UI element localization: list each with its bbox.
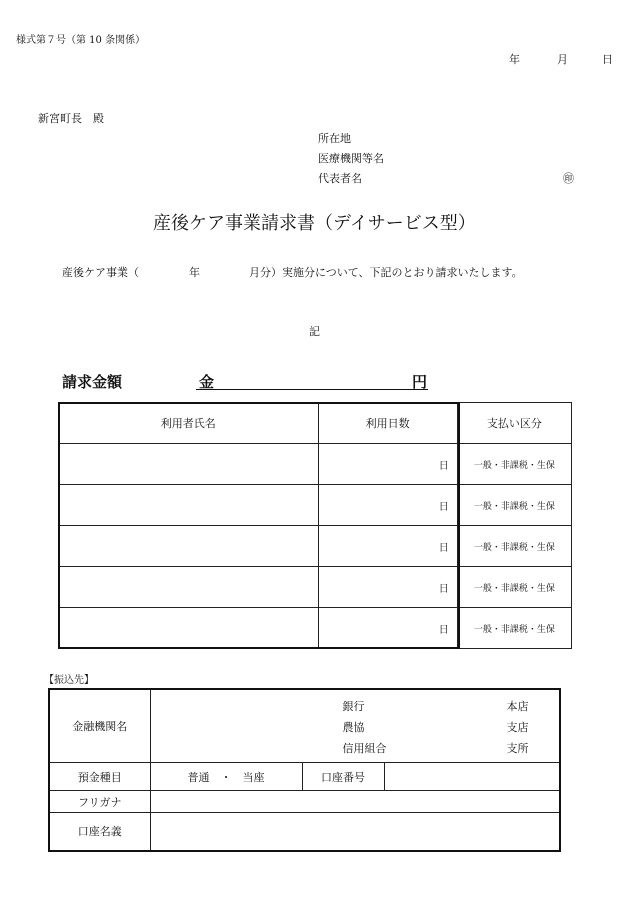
furigana-row — [49, 791, 560, 813]
account-number-cell[interactable] — [384, 763, 560, 791]
header-user-name: 利用者氏名 — [59, 403, 319, 444]
date-day: 日 — [602, 53, 613, 66]
document-title: 産後ケア事業請求書（デイサービス型） — [153, 213, 476, 234]
branch-type-office: 支所 — [506, 742, 529, 755]
payment-category-cell[interactable]: 一般・非課税・生保 — [457, 485, 571, 526]
ki-mark: 記 — [309, 325, 320, 338]
usage-days-cell[interactable]: 日 — [318, 444, 457, 485]
user-name-cell[interactable] — [59, 567, 319, 608]
amount-kin: 金 — [199, 373, 215, 391]
seal-mark: ㊞ — [563, 172, 574, 185]
deposit-type-label: 預金種目 — [49, 763, 150, 791]
statement-prefix: 産後ケア事業（ — [62, 266, 139, 279]
payment-category-cell[interactable]: 一般・非課税・生保 — [457, 526, 571, 567]
account-holder-cell[interactable] — [150, 813, 560, 851]
user-name-cell[interactable] — [59, 608, 319, 649]
institution-name-cell[interactable] — [150, 689, 560, 763]
payment-category-cell[interactable]: 一般・非課税・生保 — [457, 608, 571, 649]
date-year: 年 — [509, 53, 520, 66]
institution-type-bank: 銀行 — [342, 700, 365, 713]
payment-category-cell[interactable]: 一般・非課税・生保 — [457, 444, 571, 485]
institution-type-noukyou: 農協 — [342, 721, 365, 734]
furigana-cell[interactable] — [150, 791, 560, 813]
transfer-heading: 【振込先】 — [44, 675, 94, 686]
usage-days-cell[interactable]: 日 — [318, 485, 457, 526]
statement-suffix: 月分）実施分について、下記のとおり請求いたします。 — [249, 266, 523, 279]
holder-row — [49, 813, 560, 851]
header-payment-category: 支払い区分 — [457, 403, 571, 444]
statement-year: 年 — [189, 266, 200, 279]
address-label: 所在地 — [318, 132, 351, 145]
usage-days-cell[interactable]: 日 — [318, 567, 457, 608]
account-number-label: 口座番号 — [302, 763, 384, 791]
institution-label: 医療機関等名 — [318, 152, 384, 165]
usage-days-cell[interactable]: 日 — [318, 526, 457, 567]
amount-yen: 円 — [412, 373, 428, 391]
table-row — [59, 485, 572, 526]
addressee: 新宮町長 殿 — [38, 112, 104, 125]
form-number: 様式第７号（第 10 条関係） — [16, 35, 146, 46]
header-usage-days: 利用日数 — [318, 403, 457, 444]
amount-underline — [196, 389, 428, 390]
billing-table-header — [59, 403, 572, 444]
date-month: 月 — [557, 53, 568, 66]
furigana-label: フリガナ — [49, 791, 150, 813]
user-name-cell[interactable] — [59, 485, 319, 526]
usage-days-cell[interactable]: 日 — [318, 608, 457, 649]
payment-category-cell[interactable]: 一般・非課税・生保 — [457, 567, 571, 608]
table-row — [59, 444, 572, 485]
deposit-type-options[interactable]: 普通 ・ 当座 — [150, 763, 302, 791]
institution-type-credit-union: 信用組合 — [342, 742, 387, 755]
deposit-row — [49, 763, 560, 791]
table-row — [59, 567, 572, 608]
branch-type-main: 本店 — [506, 700, 529, 713]
account-holder-label: 口座名義 — [49, 813, 150, 851]
representative-label: 代表者名 — [318, 172, 362, 185]
institution-label-cell: 金融機関名 — [49, 689, 150, 763]
user-name-cell[interactable] — [59, 526, 319, 567]
table-row — [59, 608, 572, 649]
bank-table — [48, 688, 561, 852]
billing-table — [58, 402, 572, 649]
user-name-cell[interactable] — [59, 444, 319, 485]
amount-label: 請求金額 — [62, 373, 123, 391]
institution-row — [49, 689, 560, 763]
branch-type-branch: 支店 — [506, 721, 529, 734]
table-row — [59, 526, 572, 567]
